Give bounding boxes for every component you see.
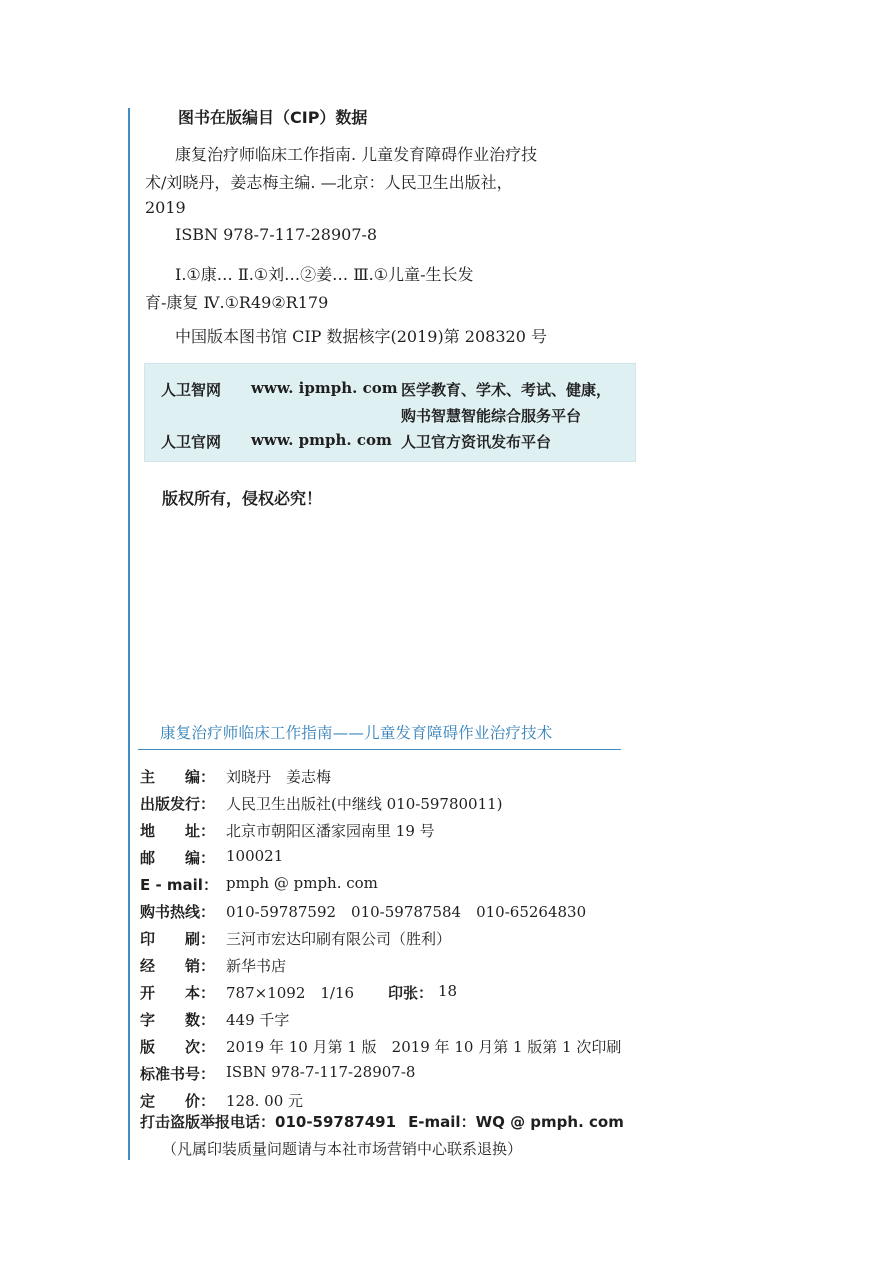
publisher-label: 出版发行： [140,795,216,813]
cip-line-3: 2019 [145,198,186,217]
words-value: 449 千字 [226,1011,290,1029]
site-name-ipmph: 人卫智网 [161,381,222,399]
price-label: 定 价： [140,1092,216,1110]
piracy-hotline [140,1111,624,1132]
cip-class-2: 育-康复 Ⅳ.①R49②R179 [145,293,329,312]
site-name-pmph: 人卫官网 [161,433,222,451]
hotline-value: 010-59787592 010-59787584 010-65264830 [226,903,587,921]
sheets-value: 18 [438,982,458,1000]
postcode-value: 100021 [226,847,284,865]
printer-label: 印 刷： [140,930,216,948]
cip-isbn: ISBN 978-7-117-28907-8 [175,225,378,244]
address-value: 北京市朝阳区潘家园南里 19 号 [226,822,435,840]
cip-class-1: Ⅰ.①康… Ⅱ.①刘…②姜… Ⅲ.①儿童-生长发 [175,265,474,284]
hotline-label: 购书热线： [140,903,216,921]
cip-title: 图书在版编目（CIP）数据 [178,108,368,127]
format-label: 开 本： [140,984,216,1002]
site-desc-pmph: 人卫官方资讯发布平台 [401,433,552,451]
info-row-format [140,982,560,1006]
cip-line-2: 术/刘晓丹，姜志梅主编. —北京：人民卫生出版社， [145,173,513,192]
title-rule [138,749,621,750]
words-label: 字 数： [140,1011,216,1029]
publisher-value: 人民卫生出版社(中继线 010-59780011) [226,795,503,813]
price-value: 128. 00 元 [226,1092,304,1110]
format-value: 787×1092 1/16 [226,984,355,1002]
return-note: （凡属印装质量问题请与本社市场营销中心联系退换） [162,1140,523,1158]
stdno-label: 标准书号： [140,1065,216,1083]
postcode-label: 邮 编： [140,849,216,867]
email-label: E - mail： [140,876,218,894]
site-url-ipmph[interactable]: www. ipmph. com [251,379,398,397]
cip-record: 中国版本图书馆 CIP 数据核字(2019)第 208320 号 [175,327,547,346]
edition-label: 版 次： [140,1038,216,1056]
piracy-email[interactable]: E-mail：WQ @ pmph. com [408,1113,624,1131]
editor-label: 主 编： [140,768,216,786]
stdno-value: ISBN 978-7-117-28907-8 [226,1063,416,1081]
book-title: 康复治疗师临床工作指南——儿童发育障碍作业治疗技术 [160,724,553,742]
sheets-label: 印张： [388,984,434,1002]
printer-value: 三河市宏达印刷有限公司（胜利） [226,930,452,948]
seller-value: 新华书店 [226,957,287,975]
left-margin-rule [128,108,130,1160]
email-value[interactable]: pmph @ pmph. com [226,874,378,892]
site-url-pmph[interactable]: www. pmph. com [251,431,392,449]
piracy-label: 打击盗版举报电话： [140,1113,276,1131]
site-desc-ipmph-a: 医学教育、学术、考试、健康， [401,381,612,399]
editor-value: 刘晓丹 姜志梅 [226,768,332,786]
website-box [144,363,636,462]
site-desc-ipmph-b: 购书智慧智能综合服务平台 [401,407,582,425]
rights-notice: 版权所有，侵权必究！ [162,489,323,508]
edition-value: 2019 年 10 月第 1 版 2019 年 10 月第 1 版第 1 次印刷 [226,1038,622,1056]
address-label: 地 址： [140,822,216,840]
piracy-phone: 010-59787491 [275,1113,397,1131]
seller-label: 经 销： [140,957,216,975]
cip-line-1: 康复治疗师临床工作指南. 儿童发育障碍作业治疗技 [175,145,538,164]
